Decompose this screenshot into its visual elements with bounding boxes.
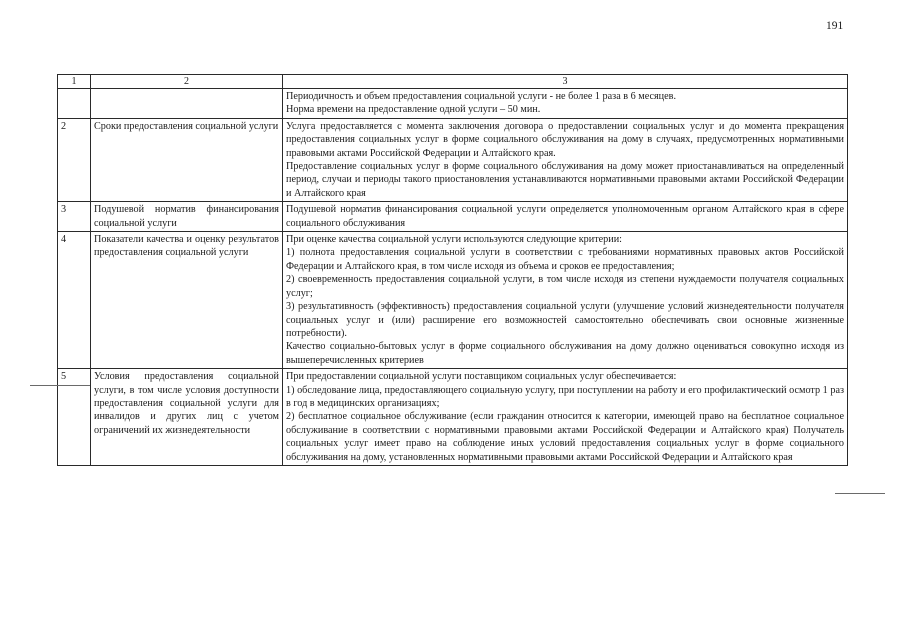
row-name: Показатели качества и оценку результатов предоставления социальной услуги (91, 232, 283, 369)
header-col-2: 2 (91, 75, 283, 89)
table-header-row (58, 75, 848, 89)
row-number: 5 (58, 369, 91, 466)
row-name (91, 89, 283, 119)
row-number: 4 (58, 232, 91, 369)
service-standard-table (57, 74, 848, 466)
header-col-1: 1 (58, 75, 91, 89)
row-number: 2 (58, 118, 91, 201)
table-row (58, 89, 848, 119)
row-description (283, 89, 848, 119)
description-paragraph: 3) результативность (эффективность) предоставления социальной услуги (улучшение условий жизнедеятельности получателя социальных услуг и (или) расширение его возможностей самостоятельно обеспечивать свои основные жизненные потребности). (286, 301, 844, 339)
description-paragraph: Услуга предоставляется с момента заключения договора о предоставлении социальных услуг и до момента прекращения предоставления социальных услуг в форме социального обслуживания на дому в случаях, предусмотренных нормативными правовыми актами Российской Федерации и Алтайского края. (286, 120, 844, 159)
row-number: 3 (58, 202, 91, 232)
row-description (283, 232, 848, 369)
table-row (58, 118, 848, 201)
table-row (58, 202, 848, 232)
row-description (283, 369, 848, 466)
scan-line-artifact (835, 493, 885, 494)
description-paragraph: При предоставлении социальной услуги поставщиком социальных услуг обеспечивается: (286, 371, 677, 383)
description-paragraph: 1) обследование лица, предоставляющего социальную услугу, при поступлении на работу и его профилактический осмотр 1 раз в год в медицинских организациях; (286, 384, 844, 409)
table-row (58, 369, 848, 466)
description-paragraph: Норма времени на предоставление одной услуги – 50 мин. (286, 104, 541, 116)
row-name: Условия предоставления социальной услуги, в том числе условия доступности предоставления социальной услуги для инвалидов и других лиц с учетом ограничений их жизнедеятельности (91, 369, 283, 466)
header-col-3: 3 (283, 75, 848, 89)
row-number (58, 89, 91, 119)
scan-line-artifact (30, 385, 90, 386)
row-description (283, 202, 848, 232)
page-number: 191 (826, 20, 844, 32)
description-paragraph: 2) своевременность предоставления социальной услуги, в том числе исходя из степени нуждаемости получателя социальных услуг; (286, 274, 844, 299)
description-paragraph: Предоставление социальных услуг в форме социального обслуживания на дому может приостанавливаться на определенный период, случаи и периоды такого приостановления устанавливаются нормативными правовыми актами Российской Федерации и Алтайского края (286, 161, 844, 199)
description-paragraph: Качество социально-бытовых услуг в форме социального обслуживания на дому должно оцениваться совокупно исходя из вышеперечисленных критериев (286, 341, 844, 366)
description-paragraph: 2) бесплатное социальное обслуживание (если гражданин относится к категории, имеющей право на бесплатное социальное обслуживание в соответствии с нормативными правовыми актами Российской Федерации и Алтайского края) Получатель социальных услуг имеет право на соблюдение иных условий предоставления социальных услуг в форме социального обслуживания на дому, установленных нормативными правовыми актами Российской Федерации и Алтайского края (286, 411, 844, 463)
row-name: Подушевой норматив финансирования социальной услуги (91, 202, 283, 232)
description-paragraph: При оценке качества социальной услуги используются следующие критерии: (286, 234, 623, 246)
table-row (58, 232, 848, 369)
description-paragraph: 1) полнота предоставления социальной услуги в соответствии с требованиями нормативных правовых актов Российской Федерации и Алтайского края, в том числе исходя из объема и сроков ее предоставления; (286, 247, 844, 272)
description-paragraph: Периодичность и объем предоставления социальной услуги - не более 1 раза в 6 месяцев. (286, 91, 677, 102)
description-paragraph: Подушевой норматив финансирования социальной услуги определяется уполномоченным органом Алтайского края в сфере социального обслуживания (286, 204, 844, 229)
row-description (283, 118, 848, 201)
row-name: Сроки предоставления социальной услуги (91, 118, 283, 201)
